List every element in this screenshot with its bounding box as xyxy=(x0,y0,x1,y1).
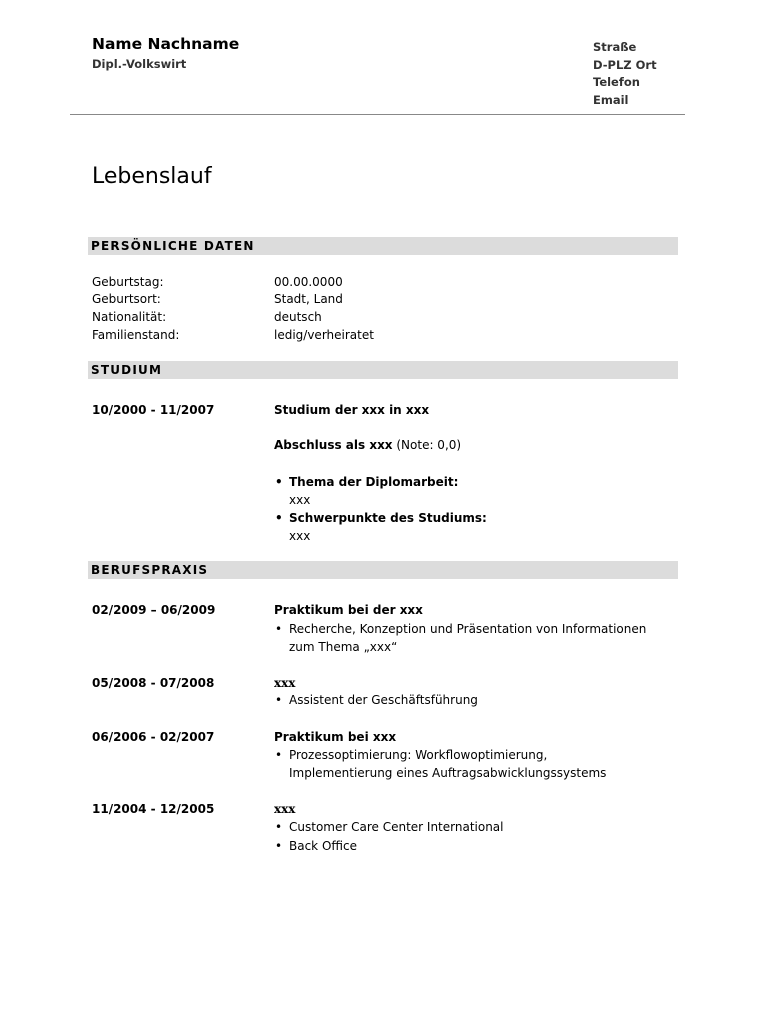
job-period: 02/2009 – 06/2009 xyxy=(92,603,216,617)
job-bullet-text: Back Office xyxy=(289,839,357,853)
section-berufspraxis-header: BERUFSPRAXIS xyxy=(88,561,678,579)
contact-email: Email xyxy=(593,92,629,107)
job-title: xxx xyxy=(274,676,296,690)
job-period: 05/2008 - 07/2008 xyxy=(92,676,215,690)
job-period: 06/2006 - 02/2007 xyxy=(92,730,215,744)
studium-abschluss xyxy=(274,436,461,454)
job-bullet-text: Customer Care Center International xyxy=(289,820,504,834)
studium-bullet-thesis-value: xxx xyxy=(289,493,311,507)
job-bullet xyxy=(275,746,548,764)
job-title: xxx xyxy=(274,802,296,816)
personal-label-nationality: Nationalität: xyxy=(92,310,167,324)
studium-abschluss-title: Abschluss als xxx xyxy=(274,438,393,452)
studium-bullet-focus xyxy=(275,509,487,527)
job-title: Praktikum bei xxx xyxy=(274,730,397,744)
studium-degree-title: Studium der xxx in xxx xyxy=(274,403,430,417)
bullet-icon: • xyxy=(275,511,283,525)
bullet-icon: • xyxy=(275,748,283,762)
applicant-name: Name Nachname xyxy=(92,35,240,53)
studium-period: 10/2000 - 11/2007 xyxy=(92,403,215,417)
job-bullet-text: Assistent der Geschäftsführung xyxy=(289,693,478,707)
applicant-degree: Dipl.-Volkswirt xyxy=(92,57,187,71)
contact-street: Straße xyxy=(593,40,637,54)
job-bullet xyxy=(275,620,647,638)
job-bullet xyxy=(275,691,478,709)
studium-bullet-thesis xyxy=(275,473,459,491)
job-bullet-continuation: zum Thema „xxx“ xyxy=(289,640,398,654)
personal-value-birthday: 00.00.0000 xyxy=(274,275,343,289)
contact-phone: Telefon xyxy=(593,75,640,89)
bullet-icon: • xyxy=(275,693,283,707)
personal-label-birthday: Geburtstag: xyxy=(92,275,164,289)
job-bullet-text: Recherche, Konzeption und Präsentation von Informationen xyxy=(289,622,647,636)
personal-value-marital: ledig/verheiratet xyxy=(274,328,374,342)
job-bullet xyxy=(275,818,504,836)
personal-value-nationality: deutsch xyxy=(274,310,322,324)
bullet-icon: • xyxy=(275,820,283,834)
job-bullet xyxy=(275,837,357,855)
job-bullet-continuation: Implementierung eines Auftragsabwicklungssystems xyxy=(289,766,607,780)
job-bullet-text: Prozessoptimierung: Workflowoptimierung, xyxy=(289,748,548,762)
section-personal-header: PERSÖNLICHE DATEN xyxy=(88,237,678,255)
header-divider xyxy=(70,114,685,115)
personal-value-birthplace: Stadt, Land xyxy=(274,292,343,306)
job-period: 11/2004 - 12/2005 xyxy=(92,802,215,816)
document-title: Lebenslauf xyxy=(92,164,212,189)
studium-bullet-focus-value: xxx xyxy=(289,529,311,543)
studium-bullet-thesis-label: Thema der Diplomarbeit: xyxy=(289,475,459,489)
studium-bullet-focus-label: Schwerpunkte des Studiums: xyxy=(289,511,487,525)
contact-block xyxy=(593,39,657,109)
personal-label-marital: Familienstand: xyxy=(92,328,180,342)
studium-abschluss-note: (Note: 0,0) xyxy=(392,438,462,452)
bullet-icon: • xyxy=(275,622,283,636)
job-title: Praktikum bei der xxx xyxy=(274,603,423,617)
bullet-icon: • xyxy=(275,475,283,489)
personal-label-birthplace: Geburtsort: xyxy=(92,292,161,306)
contact-city: D-PLZ Ort xyxy=(593,57,657,72)
section-studium-header: STUDIUM xyxy=(88,361,678,379)
bullet-icon: • xyxy=(275,839,283,853)
